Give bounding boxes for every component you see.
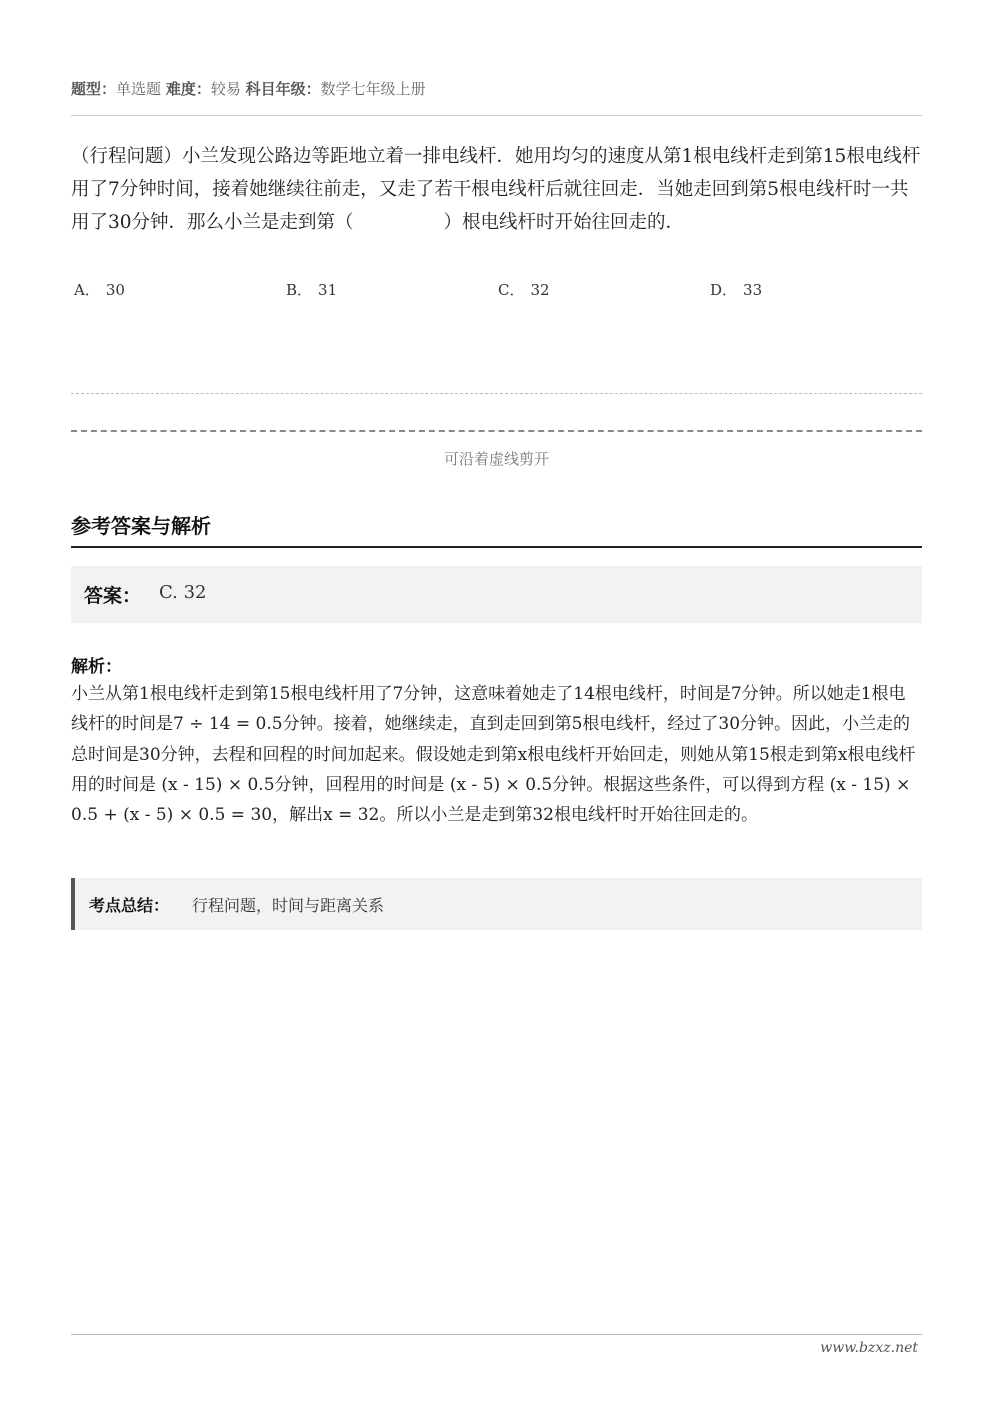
- option-value: 30: [105, 281, 125, 299]
- meta-divider: [71, 115, 922, 116]
- option-a[interactable]: [74, 279, 125, 300]
- option-value: 31: [318, 281, 338, 299]
- answer-section-title: 参考答案与解析: [71, 514, 211, 538]
- question-meta: [71, 78, 426, 99]
- option-d[interactable]: [710, 279, 762, 300]
- option-b[interactable]: [286, 279, 337, 300]
- difficulty-label: 难度：: [165, 80, 211, 98]
- option-letter: B．: [286, 281, 313, 299]
- analysis-label: 解析：: [71, 657, 122, 677]
- option-value: 33: [743, 281, 763, 299]
- analysis-text: 小兰从第1根电线杆走到第15根电线杆用了7分钟，这意味着她走了14根电线杆，时间是7分钟。所以她走1根电线杆的时间是7 ÷ 14 = 0.5分钟。接着，她继续走，直到走回到第5根电线杆，经过了30分钟。因此，小兰走的总时间是30分钟，去程和回程的时间加起来。假设她走到第x根电线杆开始回走，则她从第15根走到第x根电线杆用的时间是 (x - 15) × 0.5分钟，回程用的时间是 (x - 5) × 0.5分钟。根据这些条件，可以得到方程 (x - 15) × 0.5 + (x - 5) × 0.5 = 30，解出x = 32。所以小兰是走到第32根电线杆时开始往回走的。: [71, 684, 916, 826]
- type-label: 题型：: [71, 80, 117, 98]
- keypoint-value: 行程问题，时间与距离关系: [192, 896, 385, 915]
- keypoint-box: [71, 878, 922, 930]
- footer-rule: [71, 1334, 922, 1335]
- subject-value: 数学七年级上册: [320, 80, 426, 98]
- option-c[interactable]: [498, 279, 550, 300]
- answer-box: [71, 566, 922, 623]
- subject-label: 科目年级：: [245, 80, 321, 98]
- question-text-after: ）根电线杆时开始往回走的．: [443, 212, 685, 233]
- type-value: 单选题: [116, 80, 162, 98]
- question-text: [71, 140, 922, 239]
- cut-note: 可沿着虚线剪开: [443, 450, 549, 468]
- question-text-before: （行程问题）小兰发现公路边等距地立着一排电线杆．她用均匀的速度从第1根电线杆走到第15根电线杆用了7分钟时间，接着她继续往前走，又走了若干根电线杆后就往回走．当她走回到第5根电线杆时一共用了30分钟．那么小兰是走到第（: [71, 146, 921, 233]
- option-value: 32: [530, 281, 550, 299]
- footer-site-link[interactable]: www.bzxz.net: [820, 1340, 918, 1356]
- option-letter: D．: [710, 281, 738, 299]
- answer-label: 答案：: [84, 585, 142, 607]
- cut-line: [71, 430, 922, 432]
- option-letter: C．: [498, 281, 525, 299]
- answer-value: C. 32: [159, 582, 207, 603]
- dashed-divider-light: [71, 393, 922, 394]
- answer-title-rule: [71, 546, 922, 548]
- difficulty-value: 较易: [210, 80, 241, 98]
- keypoint-label: 考点总结：: [89, 896, 170, 915]
- option-letter: A．: [74, 281, 100, 299]
